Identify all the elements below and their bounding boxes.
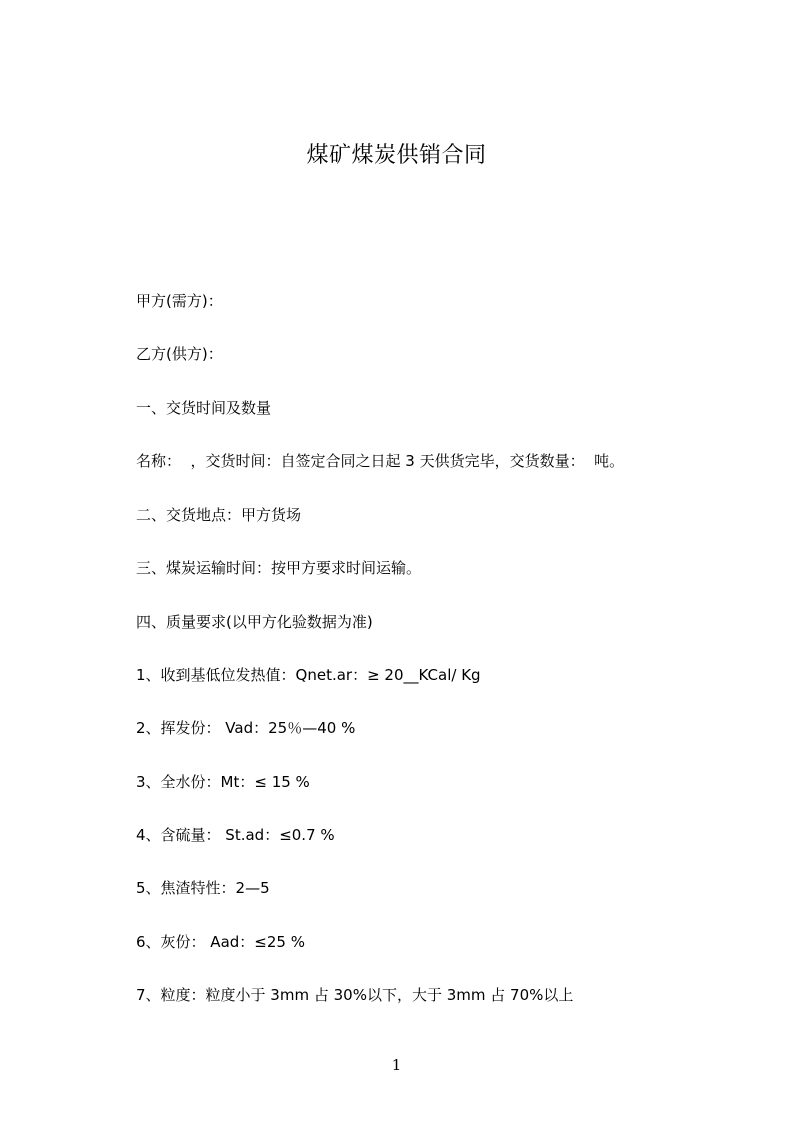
section-4-heading: 四、质量要求(以甲方化验数据为准) — [136, 613, 373, 631]
quality-item: 1、收到基低位发热值：Qnet.ar：≥ 20__KCal/ Kg — [136, 666, 481, 684]
quality-item: 7、粒度：粒度小于 3mm 占 30%以下，大于 3mm 占 70%以上 — [136, 986, 574, 1004]
section-3-line: 三、煤炭运输时间：按甲方要求时间运输。 — [136, 559, 422, 577]
quality-item: 5、焦渣特性：2—5 — [136, 879, 270, 897]
section-2-line: 二、交货地点：甲方货场 — [136, 506, 302, 524]
section-1-body: 名称： ，交货时间：自签定合同之日起 3 天供货完毕，交货数量： 吨。 — [136, 452, 625, 470]
document-title: 煤矿煤炭供销合同 — [306, 143, 487, 168]
quality-item: 6、灰份： Aad：≤25 % — [136, 933, 305, 951]
section-1-heading: 一、交货时间及数量 — [136, 399, 272, 417]
quality-item: 4、含硫量： St.ad：≤0.7 % — [136, 826, 335, 844]
party-a-line: 甲方(需方)： — [136, 292, 223, 310]
quality-item: 3、全水份：Mt：≤ 15 % — [136, 773, 310, 791]
party-b-line: 乙方(供方)： — [136, 345, 223, 363]
page-number: 1 — [391, 1056, 402, 1074]
quality-item: 2、挥发份： Vad：25％—40 % — [136, 719, 356, 737]
